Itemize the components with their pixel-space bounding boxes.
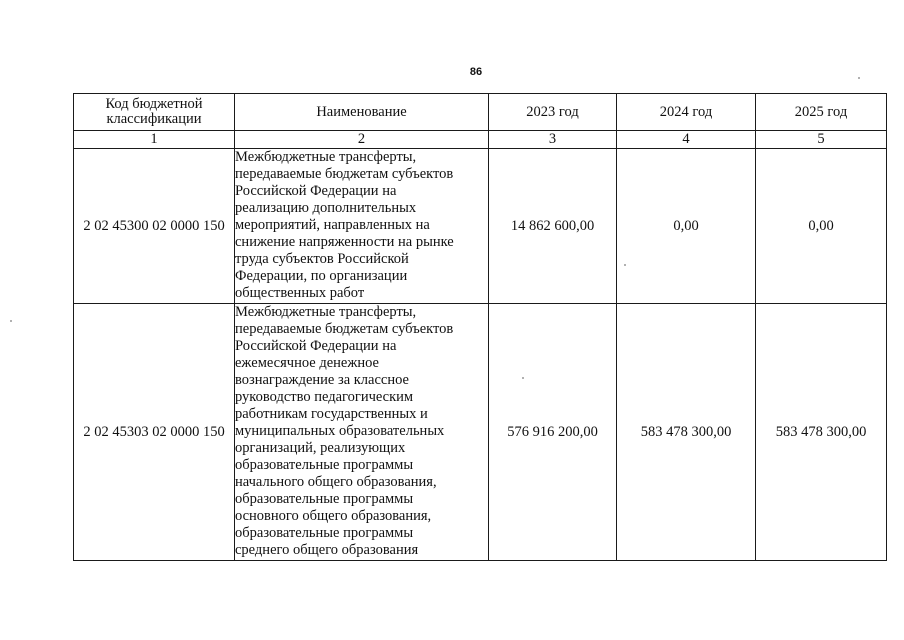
column-number-row <box>74 131 887 149</box>
column-number: 5 <box>756 131 887 149</box>
table-row <box>74 304 887 561</box>
header-2025: 2025 год <box>756 94 887 131</box>
row-name-cell <box>235 149 489 304</box>
scan-speck <box>522 377 524 379</box>
row-code: 2 02 45300 02 0000 150 <box>74 149 235 304</box>
scan-speck <box>10 320 12 322</box>
row-name-cell <box>235 304 489 561</box>
column-number: 3 <box>489 131 617 149</box>
row-amount-2025: 583 478 300,00 <box>756 304 887 561</box>
row-name: Межбюджетные трансферты, передаваемые бюджетам субъектов Российской Федерации на ежемесячное денежное вознаграждение за классное руководство педагогическим работникам государственных и муниципальных образовательных организаций, реализующих образовательные программы начального общего образования, образовательные программы основного общего образования, образовательные программы среднего общего образования <box>235 304 454 558</box>
row-name: Межбюджетные трансферты, передаваемые бюджетам субъектов Российской Федерации на реализацию дополнительных мероприятий, направленных на снижение напряженности на рынке труда субъектов Российской Федерации, по организации общественных работ <box>235 149 454 301</box>
table-row <box>74 149 887 304</box>
row-amount-2025: 0,00 <box>756 149 887 304</box>
row-code: 2 02 45303 02 0000 150 <box>74 304 235 561</box>
scan-speck <box>858 77 860 79</box>
page-number: 86 <box>469 66 483 78</box>
header-2024: 2024 год <box>617 94 756 131</box>
budget-table <box>73 93 887 561</box>
column-number: 2 <box>235 131 489 149</box>
header-name: Наименование <box>235 94 489 131</box>
row-amount-2024: 583 478 300,00 <box>617 304 756 561</box>
row-amount-2023: 14 862 600,00 <box>489 149 617 304</box>
scan-speck <box>624 264 626 266</box>
row-amount-2024: 0,00 <box>617 149 756 304</box>
column-number: 1 <box>74 131 235 149</box>
table-header-row <box>74 94 887 131</box>
row-amount-2023: 576 916 200,00 <box>489 304 617 561</box>
header-2023: 2023 год <box>489 94 617 131</box>
column-number: 4 <box>617 131 756 149</box>
header-code: Код бюджетной классификации <box>74 94 235 131</box>
